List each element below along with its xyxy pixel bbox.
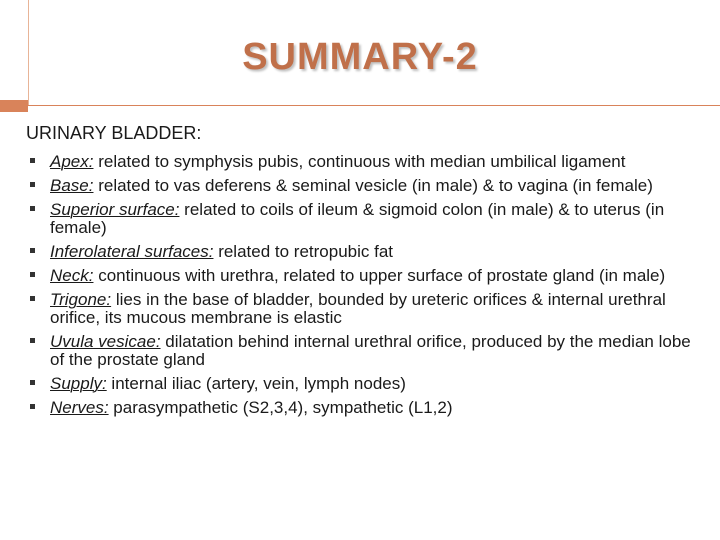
square-bullet-icon — [30, 206, 35, 211]
list-item — [26, 177, 706, 195]
item-term: Neck: — [50, 266, 94, 285]
list-item — [26, 153, 706, 171]
square-bullet-icon — [30, 404, 35, 409]
item-term: Uvula vesicae: — [50, 332, 161, 351]
square-bullet-icon — [30, 272, 35, 277]
item-text: lies in the base of bladder, bounded by ureteric orifices & internal urethral orifice, its mucous membrane is elastic — [50, 290, 666, 327]
bullet-list — [26, 153, 706, 423]
page-title: SUMMARY-2 — [242, 36, 478, 78]
item-text: related to coils of ileum & sigmoid colon (in male) & to uterus (in female) — [50, 200, 665, 237]
item-text: parasympathetic (S2,3,4), sympathetic (L1,2) — [108, 398, 453, 417]
item-text: related to vas deferens & seminal vesicle (in male) & to vagina (in female) — [93, 176, 653, 195]
item-text: related to retropubic fat — [213, 242, 394, 261]
item-term: Supply: — [50, 374, 107, 393]
item-text: internal iliac (artery, vein, lymph nodes) — [106, 374, 406, 393]
item-term: Nerves: — [50, 398, 109, 417]
list-item — [26, 243, 706, 261]
item-term: Trigone: — [50, 290, 112, 309]
square-bullet-icon — [30, 248, 35, 253]
list-item — [26, 333, 706, 369]
list-item — [26, 375, 706, 393]
title-divider — [28, 105, 720, 106]
item-text: dilatation behind internal urethral orifice, produced by the median lobe of the prostate gland — [50, 332, 691, 369]
accent-bar — [0, 100, 28, 112]
square-bullet-icon — [30, 338, 35, 343]
list-item — [26, 201, 706, 237]
square-bullet-icon — [30, 380, 35, 385]
item-term: Base: — [50, 176, 94, 195]
item-term: Superior surface: — [50, 200, 180, 219]
item-text: related to symphysis pubis, continuous with median umbilical ligament — [93, 152, 626, 171]
square-bullet-icon — [30, 296, 35, 301]
item-text: continuous with urethra, related to upper surface of prostate gland (in male) — [93, 266, 666, 285]
list-item — [26, 399, 706, 417]
square-bullet-icon — [30, 182, 35, 187]
square-bullet-icon — [30, 158, 35, 163]
list-item — [26, 291, 706, 327]
section-heading: URINARY BLADDER: — [26, 123, 202, 143]
item-term: Apex: — [50, 152, 94, 171]
list-item — [26, 267, 706, 285]
item-term: Inferolateral surfaces: — [50, 242, 214, 261]
